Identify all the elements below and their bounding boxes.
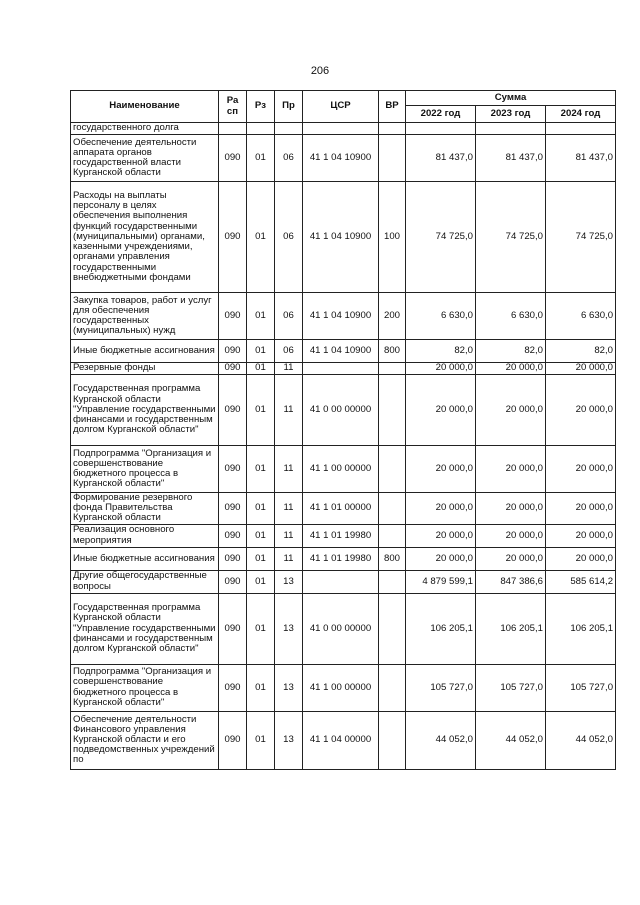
- table-row: [71, 446, 616, 493]
- cell-sum-2022: 20 000,0: [406, 446, 476, 493]
- header-sum: Сумма: [406, 91, 616, 106]
- page-number: 206: [310, 65, 330, 77]
- cell-name: Подпрограмма "Организация и совершенствование бюджетного процесса в Курганской области": [71, 664, 219, 711]
- cell-name: Формирование резервного фонда Правительства Курганской области: [71, 493, 219, 525]
- cell-vr: 200: [379, 293, 406, 340]
- cell-rz: 01: [247, 446, 275, 493]
- cell-rz: 01: [247, 547, 275, 570]
- cell-rz: 01: [247, 375, 275, 446]
- cell-rasp: 090: [219, 570, 247, 593]
- cell-vr: [379, 711, 406, 769]
- cell-rasp: 090: [219, 664, 247, 711]
- header-rasp: Ра сп: [219, 91, 247, 123]
- cell-sum-2024: [546, 123, 616, 135]
- cell-rz: 01: [247, 524, 275, 547]
- header-rz: Рз: [247, 91, 275, 123]
- cell-sum-2023: 81 437,0: [476, 135, 546, 182]
- cell-sum-2022: 81 437,0: [406, 135, 476, 182]
- cell-vr: [379, 375, 406, 446]
- cell-rz: 01: [247, 293, 275, 340]
- cell-pr: 11: [275, 524, 303, 547]
- cell-rz: 01: [247, 664, 275, 711]
- cell-pr: 13: [275, 664, 303, 711]
- cell-name: Расходы на выплаты персоналу в целях обеспечения выполнения функций государственными (муниципальными) органами, казенными учреждениями, органами управления государственными внебюджетными фондами: [71, 182, 219, 293]
- cell-name: Иные бюджетные ассигнования: [71, 547, 219, 570]
- cell-rz: 01: [247, 135, 275, 182]
- cell-sum-2022: 20 000,0: [406, 375, 476, 446]
- cell-rasp: 090: [219, 340, 247, 363]
- table-row: [71, 340, 616, 363]
- cell-csr: 41 1 01 00000: [303, 493, 379, 525]
- cell-rasp: 090: [219, 182, 247, 293]
- cell-csr: 41 1 01 19980: [303, 547, 379, 570]
- cell-pr: 13: [275, 711, 303, 769]
- cell-sum-2022: 20 000,0: [406, 493, 476, 525]
- cell-name: Обеспечение деятельности аппарата органов государственной власти Курганской области: [71, 135, 219, 182]
- table-row: [71, 493, 616, 525]
- table-row: [71, 182, 616, 293]
- header-csr: ЦСР: [303, 91, 379, 123]
- table-row: [71, 375, 616, 446]
- cell-sum-2022: 106 205,1: [406, 593, 476, 664]
- cell-pr: 13: [275, 570, 303, 593]
- cell-rz: 01: [247, 363, 275, 375]
- header-pr: Пр: [275, 91, 303, 123]
- cell-rasp: 090: [219, 593, 247, 664]
- cell-vr: 800: [379, 340, 406, 363]
- cell-vr: 100: [379, 182, 406, 293]
- cell-vr: 800: [379, 547, 406, 570]
- cell-sum-2024: 74 725,0: [546, 182, 616, 293]
- cell-pr: 13: [275, 593, 303, 664]
- cell-vr: [379, 363, 406, 375]
- cell-csr: 41 1 04 10900: [303, 340, 379, 363]
- cell-name: Закупка товаров, работ и услуг для обеспечения государственных (муниципальных) нужд: [71, 293, 219, 340]
- budget-table: [70, 90, 616, 770]
- cell-rasp: 090: [219, 135, 247, 182]
- cell-csr: 41 1 04 10900: [303, 135, 379, 182]
- cell-csr: [303, 363, 379, 375]
- cell-sum-2022: 82,0: [406, 340, 476, 363]
- cell-rasp: 090: [219, 524, 247, 547]
- cell-sum-2022: 20 000,0: [406, 363, 476, 375]
- cell-sum-2023: 847 386,6: [476, 570, 546, 593]
- cell-pr: 06: [275, 340, 303, 363]
- cell-rasp: 090: [219, 547, 247, 570]
- cell-sum-2022: [406, 123, 476, 135]
- cell-sum-2024: 20 000,0: [546, 363, 616, 375]
- cell-sum-2023: [476, 123, 546, 135]
- cell-sum-2024: 105 727,0: [546, 664, 616, 711]
- cell-name: Государственная программа Курганской области "Управление государственными финансами и государственным долгом Курганской области": [71, 593, 219, 664]
- cell-name: Реализация основного мероприятия: [71, 524, 219, 547]
- cell-sum-2024: 6 630,0: [546, 293, 616, 340]
- cell-sum-2024: 20 000,0: [546, 524, 616, 547]
- header-vr: ВР: [379, 91, 406, 123]
- cell-sum-2023: 82,0: [476, 340, 546, 363]
- cell-rz: 01: [247, 340, 275, 363]
- cell-rasp: 090: [219, 363, 247, 375]
- cell-sum-2023: 105 727,0: [476, 664, 546, 711]
- cell-sum-2022: 74 725,0: [406, 182, 476, 293]
- cell-name: государственного долга: [71, 123, 219, 135]
- cell-rasp: 090: [219, 711, 247, 769]
- cell-rz: [247, 123, 275, 135]
- cell-pr: 11: [275, 547, 303, 570]
- table-row: [71, 593, 616, 664]
- cell-pr: 06: [275, 135, 303, 182]
- cell-vr: [379, 446, 406, 493]
- cell-rasp: 090: [219, 375, 247, 446]
- cell-sum-2023: 74 725,0: [476, 182, 546, 293]
- cell-rasp: 090: [219, 446, 247, 493]
- cell-rz: 01: [247, 182, 275, 293]
- table-row: [71, 711, 616, 769]
- cell-sum-2022: 4 879 599,1: [406, 570, 476, 593]
- cell-sum-2024: 82,0: [546, 340, 616, 363]
- cell-vr: [379, 570, 406, 593]
- cell-rasp: [219, 123, 247, 135]
- cell-csr: 41 1 01 19980: [303, 524, 379, 547]
- header-year-2023: 2023 год: [476, 106, 546, 123]
- table-row: [71, 547, 616, 570]
- table-row: [71, 664, 616, 711]
- cell-pr: 11: [275, 375, 303, 446]
- cell-sum-2024: 20 000,0: [546, 493, 616, 525]
- cell-sum-2024: 44 052,0: [546, 711, 616, 769]
- table-row: [71, 123, 616, 135]
- table-body: [71, 123, 616, 770]
- header-year-2022: 2022 год: [406, 106, 476, 123]
- cell-vr: [379, 593, 406, 664]
- header-year-2024: 2024 год: [546, 106, 616, 123]
- cell-pr: 06: [275, 293, 303, 340]
- cell-rz: 01: [247, 493, 275, 525]
- cell-pr: 11: [275, 493, 303, 525]
- table-row: [71, 363, 616, 375]
- cell-pr: 06: [275, 182, 303, 293]
- cell-sum-2024: 20 000,0: [546, 375, 616, 446]
- cell-sum-2024: 20 000,0: [546, 547, 616, 570]
- cell-sum-2022: 6 630,0: [406, 293, 476, 340]
- cell-csr: 41 1 00 00000: [303, 446, 379, 493]
- cell-sum-2023: 20 000,0: [476, 524, 546, 547]
- cell-csr: 41 1 04 10900: [303, 293, 379, 340]
- cell-vr: [379, 664, 406, 711]
- cell-vr: [379, 493, 406, 525]
- cell-sum-2023: 106 205,1: [476, 593, 546, 664]
- cell-csr: 41 1 00 00000: [303, 664, 379, 711]
- cell-sum-2022: 20 000,0: [406, 547, 476, 570]
- cell-rz: 01: [247, 570, 275, 593]
- cell-sum-2024: 81 437,0: [546, 135, 616, 182]
- table-header: [71, 91, 616, 123]
- cell-rasp: 090: [219, 293, 247, 340]
- cell-vr: [379, 524, 406, 547]
- cell-rz: 01: [247, 593, 275, 664]
- cell-vr: [379, 135, 406, 182]
- cell-sum-2023: 20 000,0: [476, 363, 546, 375]
- cell-pr: 11: [275, 363, 303, 375]
- cell-sum-2024: 585 614,2: [546, 570, 616, 593]
- cell-csr: 41 1 04 10900: [303, 182, 379, 293]
- cell-sum-2022: 105 727,0: [406, 664, 476, 711]
- cell-csr: [303, 123, 379, 135]
- cell-sum-2023: 44 052,0: [476, 711, 546, 769]
- table-row: [71, 524, 616, 547]
- cell-csr: 41 1 04 00000: [303, 711, 379, 769]
- cell-sum-2023: 20 000,0: [476, 446, 546, 493]
- cell-name: Государственная программа Курганской области "Управление государственными финансами и государственным долгом Курганской области": [71, 375, 219, 446]
- cell-pr: [275, 123, 303, 135]
- cell-csr: 41 0 00 00000: [303, 375, 379, 446]
- cell-sum-2022: 44 052,0: [406, 711, 476, 769]
- header-name: Наименование: [71, 91, 219, 123]
- cell-csr: [303, 570, 379, 593]
- cell-sum-2024: 106 205,1: [546, 593, 616, 664]
- cell-csr: 41 0 00 00000: [303, 593, 379, 664]
- cell-sum-2023: 20 000,0: [476, 493, 546, 525]
- table-row: [71, 570, 616, 593]
- cell-pr: 11: [275, 446, 303, 493]
- cell-name: Другие общегосударственные вопросы: [71, 570, 219, 593]
- cell-name: Обеспечение деятельности Финансового управления Курганской области и его подведомственных учреждений по: [71, 711, 219, 769]
- cell-sum-2023: 20 000,0: [476, 547, 546, 570]
- cell-sum-2022: 20 000,0: [406, 524, 476, 547]
- table-row: [71, 135, 616, 182]
- cell-sum-2023: 6 630,0: [476, 293, 546, 340]
- cell-vr: [379, 123, 406, 135]
- cell-name: Резервные фонды: [71, 363, 219, 375]
- cell-name: Подпрограмма "Организация и совершенствование бюджетного процесса в Курганской области": [71, 446, 219, 493]
- cell-rz: 01: [247, 711, 275, 769]
- cell-rasp: 090: [219, 493, 247, 525]
- table-row: [71, 293, 616, 340]
- cell-sum-2024: 20 000,0: [546, 446, 616, 493]
- cell-sum-2023: 20 000,0: [476, 375, 546, 446]
- cell-name: Иные бюджетные ассигнования: [71, 340, 219, 363]
